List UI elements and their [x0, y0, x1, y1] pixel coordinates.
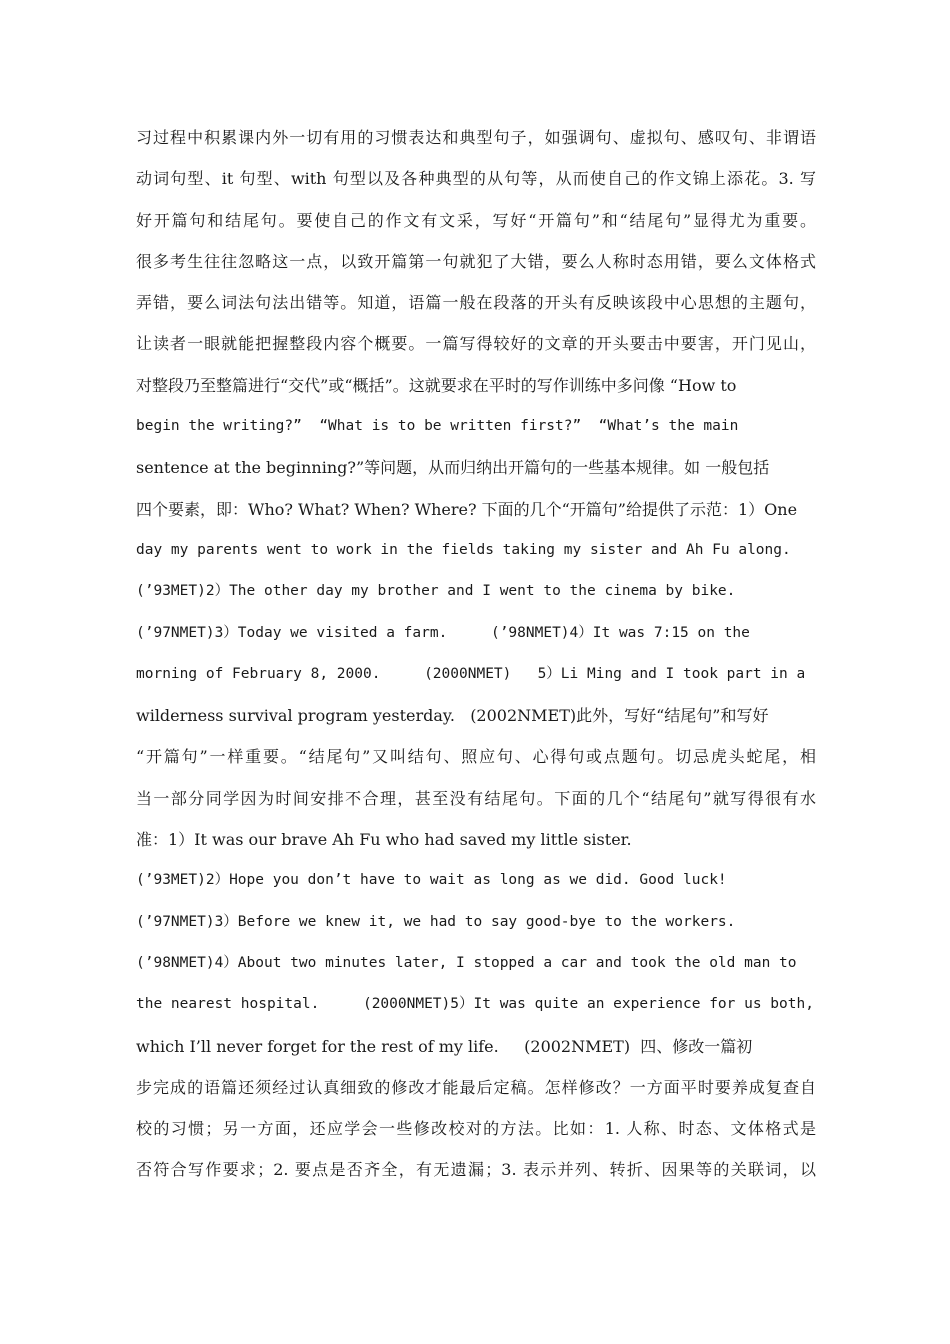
text-line: (’93MET)2）The other day my brother and I went to the cinema by bike. [136, 583, 736, 600]
text-line: 习过程中积累课内外一切有用的习惯表达和典型句子，如强调句、虚拟句、感叹句、非谓语 [136, 128, 816, 147]
text-line: 好开篇句和结尾句。要使自己的作文有文采，写好“开篇句”和“结尾句”显得尤为重要。 [136, 210, 816, 230]
text-line: which I’ll never forget for the rest of my life. (2002NMET) 四、修改一篇初 [136, 1036, 753, 1056]
text-line: 校的习惯；另一方面，还应学会一些修改校对的方法。比如：1. 人称、时态、文体格式是 [136, 1119, 816, 1139]
text-line: day my parents went to work in the fields taking my sister and Ah Fu along. [136, 541, 791, 558]
text-line: 四个要素，即：Who? What? When? Where? 下面的几个“开篇句”给提供了示范：1）One [136, 499, 798, 519]
text-line: begin the writing?” “What is to be written first?” “What’s the main [136, 418, 739, 435]
body-text [136, 117, 816, 1191]
text-line: 准：1）It was our brave Ah Fu who had saved my little sister. [136, 830, 632, 850]
text-line: “开篇句”一样重要。“结尾句”又叫结句、照应句、心得句或点题句。切忌虎头蛇尾，相 [136, 747, 816, 767]
text-line: 弄错，要么词法句法出错等。知道，语篇一般在段落的开头有反映该段中心思想的主题句， [136, 293, 816, 313]
text-line: 让读者一眼就能把握整段内容个概要。一篇写得较好的文章的开头要击中要害，开门见山， [136, 334, 816, 354]
text-line: morning of February 8, 2000. (2000NMET) 5）Li Ming and I took part in a [136, 665, 806, 682]
text-line: (’93MET)2）Hope you don’t have to wait as long as we did. Good luck! [136, 872, 727, 889]
text-line: 步完成的语篇还须经过认真细致的修改才能最后定稿。怎样修改？一方面平时要养成复查自 [136, 1077, 816, 1097]
text-line: sentence at the beginning?”等问题，从而归纳出开篇句的一些基本规律。如 一般包括 [136, 458, 770, 478]
text-line: 否符合写作要求；2. 要点是否齐全，有无遗漏；3. 表示并列、转折、因果等的关联词，以 [136, 1160, 816, 1180]
text-line: wilderness survival program yesterday. (2002NMET)此外，写好“结尾句”和写好 [136, 706, 769, 726]
text-line: (’98NMET)4）About two minutes later, I stopped a car and took the old man to [136, 954, 797, 971]
text-line: 当一部分同学因为时间安排不合理，甚至没有结尾句。下面的几个“结尾句”就写得很有水 [136, 788, 816, 808]
text-line: the nearest hospital. (2000NMET)5）It was quite an experience for us both, [136, 996, 814, 1013]
text-line: 动词句型、it 句型、with 句型以及各种典型的从句等，从而使自己的作文锦上添花。3. 写 [136, 169, 816, 189]
text-line: 对整段乃至整篇进行“交代”或“概括”。这就要求在平时的写作训练中多问像 “How to [136, 375, 737, 395]
text-line: (’97NMET)3）Today we visited a farm. (’98NMET)4）It was 7:15 on the [136, 624, 750, 641]
text-line: (’97NMET)3）Before we knew it, we had to say good-bye to the workers. [136, 913, 736, 930]
text-line: 很多考生往往忽略这一点，以致开篇第一句就犯了大错，要么人称时态用错，要么文体格式 [136, 251, 816, 271]
